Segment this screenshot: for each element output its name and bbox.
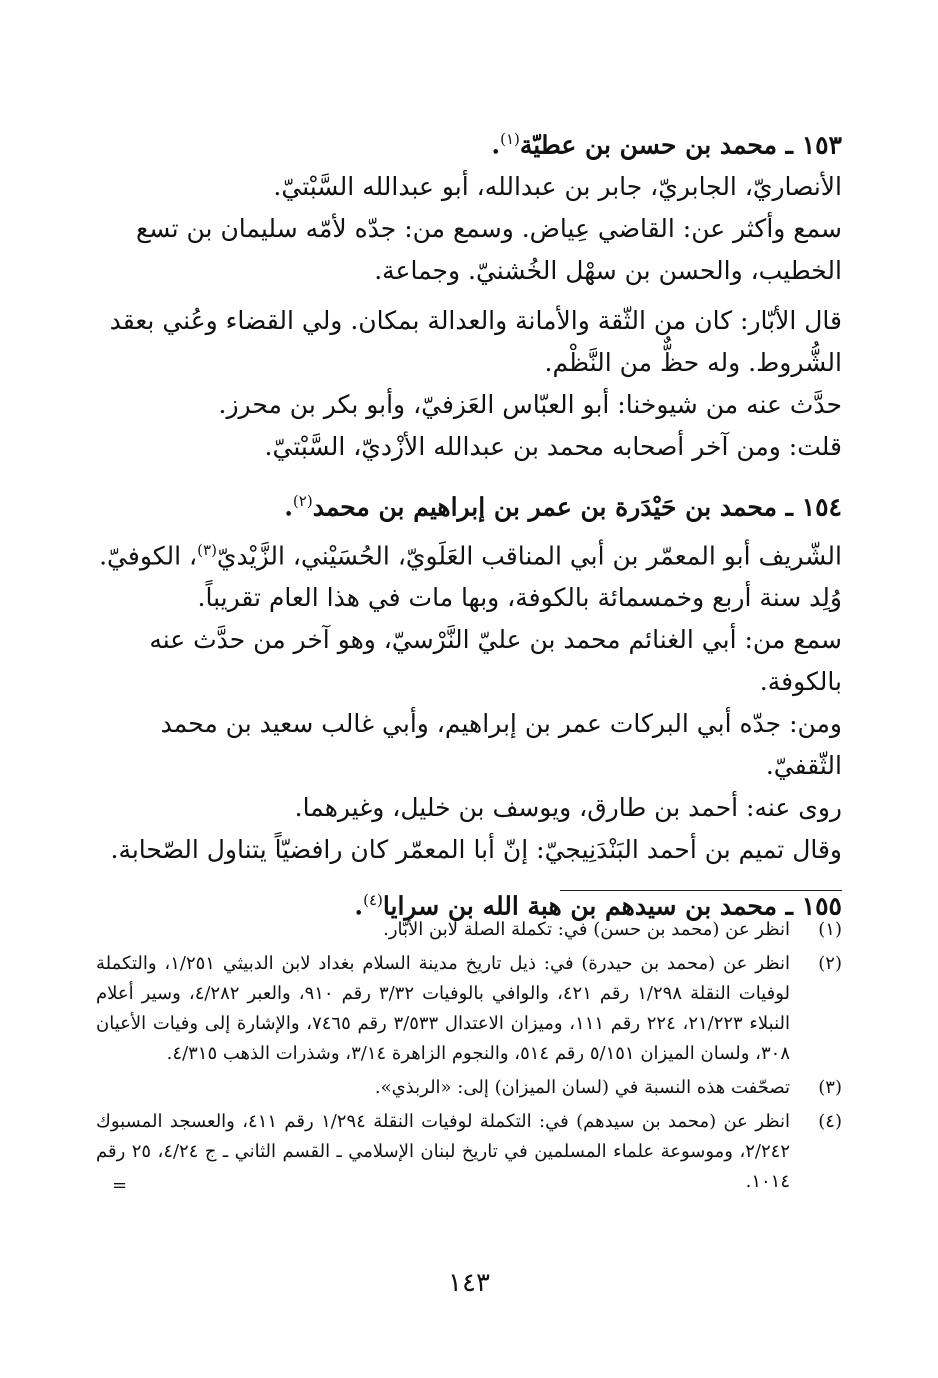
entry-153-heading-end: .: [491, 130, 501, 160]
footnote-text: انظر عن (محمد بن سيدهم) في: التكملة لوفيات النقلة ١/٢٩٤ رقم ٤١١، والعسجد المسبوك ٢/٢٤٢، وموسوعة علماء المسلمين في تاريخ لبنان الإسلامي ـ القسم الثاني ـ ج ٤/٢٤، ٢٥ رقم ١٠١٤.: [96, 1111, 790, 1192]
footnote-separator: [560, 890, 842, 891]
entry-153-line: سمع وأكثر عن: القاضي عِياض. وسمع من: جدّه لأمّه سليمان بن تسع الخطيب، والحسن بن سهْل الخُشنيّ. وجماعة.: [136, 214, 842, 286]
entry-153-heading: [96, 118, 842, 166]
entry-154-footnote-ref: (٢): [292, 492, 313, 511]
footnote-number: (٤): [818, 1111, 842, 1132]
entry-154-line1-b: ، الكوفيّ.: [99, 540, 198, 570]
entry-153-footnote-ref: (١): [500, 130, 520, 148]
entry-155-title: ١٥٥ ـ محمد بن سيدهم بن هبة الله بن سرايا: [382, 891, 842, 921]
entry-154-title: ١٥٤ ـ محمد بن حَيْدَرة بن عمر بن إبراهيم بن محمد: [312, 492, 842, 522]
footnote-item: [96, 949, 848, 1069]
entry-154-line: سمع من: أبي الغنائم محمد بن عليّ النَّرْسيّ، وهو آخر من حدَّث عنه بالكوفة.: [149, 624, 842, 696]
entry-154-line: وُلِد سنة أربع وخمسمائة بالكوفة، وبها مات في هذا العام تقريباً.: [197, 582, 842, 612]
footnote-item: [96, 1107, 848, 1197]
entry-153-line: قلت: ومن آخر أصحابه محمد بن عبدالله الأزْديّ، السَّبْتيّ.: [264, 432, 842, 462]
footnote-text: انظر عن (محمد بن حسن) في: تكملة الصلة لابن الأبّار.: [383, 919, 790, 940]
footnotes: [96, 915, 848, 1201]
entry-153-line: قال الأبّار: كان من الثّقة والأمانة والعدالة بمكان. ولي القضاء وعُني بعقد الشُّروط. وله حظٌّ من النَّظْم.: [109, 306, 842, 378]
entry-154-line: ومن: جدّه أبي البركات عمر بن إبراهيم، وأبي غالب سعيد بن محمد الثّقفيّ.: [160, 708, 842, 780]
entry-154-heading-end: .: [284, 492, 293, 522]
entry-154-line1-footnote-ref: (٣): [197, 540, 217, 559]
main-text: [96, 118, 842, 927]
footnote-text: انظر عن (محمد بن حيدرة) في: ذيل تاريخ مدينة السلام بغداد لابن الدبيثي ١/٢٥١، والتكملة لوفيات النقلة ١/٢٩٨ رقم ٤٢١، والوافي بالوفيات ٣/٣٢ رقم ٩١٠، والعبر ٤/٢٨٢، وسير أعلام النبلاء ٢١/٢٢٣، ٢٢٤ رقم ١١١، وميزان الاعتدال ٣/٥٣٣ رقم ٧٤٦٥، والإشارة إلى وفيات الأعيان ٣٠٨، ولسان الميزان ٥/١٥١ رقم ٥١٤، والنجوم الزاهرة ٣/١٤، وشذرات الذهب ٤/٣١٥.: [96, 953, 790, 1064]
footnote-number: (١): [818, 919, 842, 940]
entry-154-line: [96, 529, 842, 577]
entry-153-line: حدَّث عنه من شيوخنا: أبو العبّاس العَزفيّ، وأبو بكر بن محرز.: [218, 390, 842, 420]
entry-155-heading-end: .: [354, 891, 364, 921]
entry-154-heading: [96, 480, 842, 528]
footnote-text: تصحّفت هذه النسبة في (لسان الميزان) إلى: «الربذي».: [374, 1077, 790, 1098]
entry-153-title: ١٥٣ ـ محمد بن حسن بن عطيّة: [519, 130, 842, 160]
footnote-number: (٣): [818, 1077, 842, 1098]
entry-155-footnote-ref: (٤): [363, 890, 383, 909]
footnote-item: [96, 915, 848, 945]
page-number: ١٤٣: [448, 1268, 490, 1298]
footnote-number: (٢): [818, 953, 842, 974]
entry-153-line: الأنصاريّ، الجابريّ، جابر بن عبدالله، أبو عبدالله السَّبْتيّ.: [273, 172, 842, 202]
footnote-item: [96, 1073, 848, 1103]
entry-154-line: وقال تميم بن أحمد البَنْدَنِيجيّ: إنّ أبا المعمّر كان رافضيّاً يتناول الصّحابة.: [110, 834, 842, 864]
entry-154-line: روى عنه: أحمد بن طارق، ويوسف بن خليل، وغيرهما.: [294, 792, 842, 822]
entry-154-line1-a: الشّريف أبو المعمّر بن أبي المناقب العَلَويّ، الحُسَيْني، الزَّيْديّ: [216, 540, 842, 570]
continuation-mark: =: [112, 1175, 128, 1196]
